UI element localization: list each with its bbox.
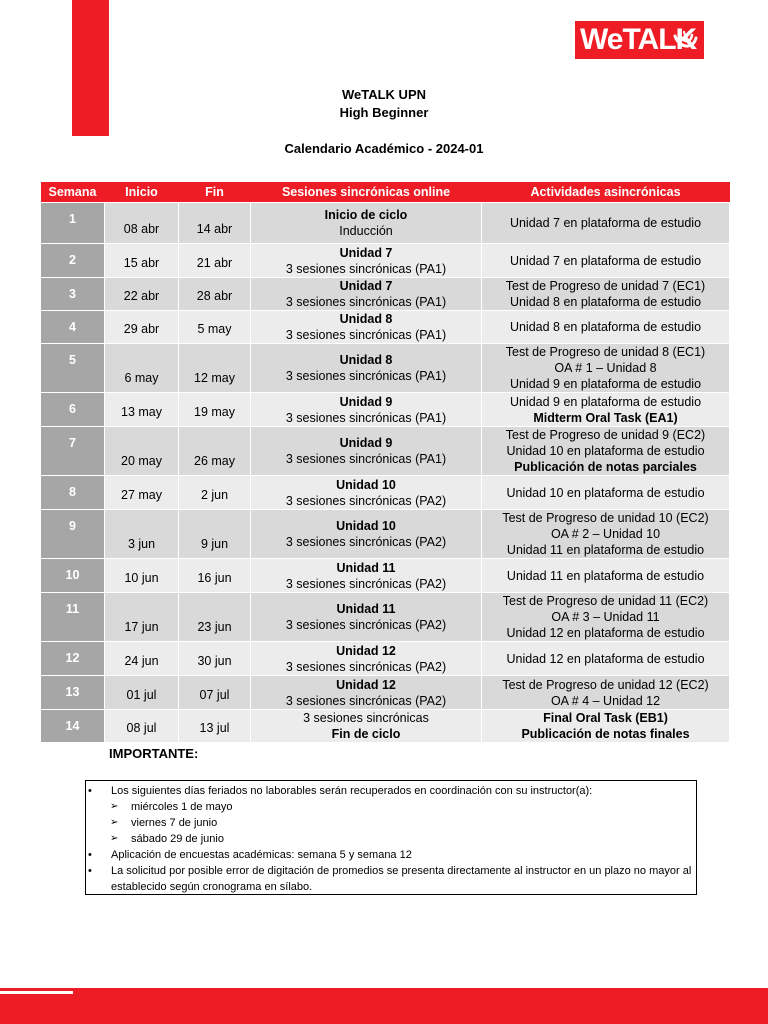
table-row — [41, 559, 730, 593]
page-title: Calendario Académico - 2024-01 — [284, 141, 484, 156]
sync-line: 3 sesiones sincrónicas (PA1) — [285, 369, 447, 383]
sync-line: Unidad 11 — [336, 602, 396, 616]
end-date: 21 abr — [179, 244, 251, 278]
sync-sessions-cell — [251, 710, 482, 743]
sync-line: Unidad 8 — [339, 312, 393, 326]
start-date: 20 may — [105, 427, 179, 476]
async-activities-cell — [482, 710, 730, 743]
week-number: 12 — [41, 642, 105, 676]
sync-line: Unidad 11 — [336, 560, 396, 575]
note-item: • La solicitud por posible error de digitación de promedios se presenta directamente al instructor en un plazo no mayor al establecido según cronograma en sílabo. — [86, 863, 696, 895]
holiday-subitem: ➢ miércoles 1 de mayo — [86, 799, 696, 815]
sync-line: Unidad 8 — [339, 353, 393, 367]
header-inicio: Inicio — [105, 182, 179, 203]
start-date: 13 may — [105, 393, 179, 427]
async-line: Test de Progreso de unidad 10 (EC2) — [502, 511, 709, 525]
sync-line: Unidad 7 — [339, 279, 393, 293]
sync-line: Inicio de ciclo — [324, 208, 408, 222]
sync-sessions-cell — [251, 476, 482, 510]
async-activities-cell — [482, 676, 730, 710]
table-row — [41, 244, 730, 278]
async-line: Unidad 11 en plataforma de estudio — [506, 568, 705, 583]
sync-sessions-cell — [251, 510, 482, 559]
async-line: Unidad 8 en plataforma de estudio — [509, 295, 702, 309]
async-activities-cell — [482, 427, 730, 476]
async-activities-cell — [482, 593, 730, 642]
sync-line: Unidad 9 — [339, 394, 393, 409]
end-date: 19 may — [179, 393, 251, 427]
week-number: 10 — [41, 559, 105, 593]
sync-sessions-cell — [251, 427, 482, 476]
end-date: 14 abr — [179, 203, 251, 244]
header-fin: Fin — [179, 182, 251, 203]
week-number: 11 — [41, 593, 105, 642]
table-row — [41, 393, 730, 427]
async-line: Midterm Oral Task (EA1) — [533, 410, 678, 425]
sync-line: 3 sesiones sincrónicas (PA2) — [285, 576, 447, 591]
sync-sessions-cell — [251, 393, 482, 427]
sync-line: Fin de ciclo — [331, 727, 401, 741]
sync-line: 3 sesiones sincrónicas — [303, 711, 429, 725]
week-number: 13 — [41, 676, 105, 710]
note-item: • Los siguientes días feriados no laborables serán recuperados en coordinación con su instructor(a): — [86, 783, 696, 799]
start-date: 24 jun — [105, 642, 179, 676]
async-activities-cell — [482, 559, 730, 593]
async-line: Final Oral Task (EB1) — [543, 711, 668, 725]
start-date: 22 abr — [105, 278, 179, 311]
start-date: 29 abr — [105, 311, 179, 344]
sync-sessions-cell — [251, 344, 482, 393]
async-line: OA # 4 – Unidad 12 — [550, 693, 661, 708]
note-item: • Aplicación de encuestas académicas: semana 5 y semana 12 — [86, 847, 696, 863]
sync-line: 3 sesiones sincrónicas (PA2) — [285, 693, 447, 708]
sync-line: 3 sesiones sincrónicas (PA2) — [285, 535, 447, 549]
week-number: 1 — [41, 203, 105, 244]
async-activities-cell — [482, 311, 730, 344]
sync-line: Unidad 10 — [336, 519, 396, 533]
sync-sessions-cell — [251, 676, 482, 710]
async-line: Unidad 12 en plataforma de estudio — [506, 651, 705, 666]
table-row — [41, 203, 730, 244]
week-number: 6 — [41, 393, 105, 427]
end-date: 23 jun — [179, 593, 251, 642]
holiday-subitem: ➢ viernes 7 de junio — [86, 815, 696, 831]
end-date: 2 jun — [179, 476, 251, 510]
end-date: 28 abr — [179, 278, 251, 311]
async-line: Publicación de notas finales — [521, 727, 690, 741]
table-row — [41, 676, 730, 710]
async-line: Test de Progreso de unidad 8 (EC1) — [505, 345, 706, 359]
async-line: Unidad 7 en plataforma de estudio — [509, 253, 702, 268]
table-row — [41, 510, 730, 559]
wetalk-logo — [575, 21, 704, 59]
async-line: Publicación de notas parciales — [514, 460, 697, 474]
end-date: 12 may — [179, 344, 251, 393]
sync-sessions-cell — [251, 593, 482, 642]
async-activities-cell — [482, 642, 730, 676]
logo-text: WeTALK — [580, 23, 697, 56]
footer-red-bar — [0, 988, 768, 1024]
sync-sessions-cell — [251, 278, 482, 311]
async-activities-cell — [482, 393, 730, 427]
async-line: OA # 3 – Unidad 11 — [551, 610, 660, 624]
week-number: 7 — [41, 427, 105, 476]
table-row — [41, 476, 730, 510]
week-number: 3 — [41, 278, 105, 311]
async-line: Unidad 8 en plataforma de estudio — [509, 320, 702, 334]
end-date: 07 jul — [179, 676, 251, 710]
header-actividades-asincronicas: Actividades asincrónicas — [482, 182, 730, 203]
header-sesiones-sincronicas: Sesiones sincrónicas online — [251, 182, 482, 203]
async-activities-cell — [482, 278, 730, 311]
table-row — [41, 344, 730, 393]
important-notes-box — [85, 780, 697, 895]
sync-line: 3 sesiones sincrónicas (PA2) — [285, 493, 447, 508]
sync-sessions-cell — [251, 203, 482, 244]
async-activities-cell — [482, 344, 730, 393]
sync-line: Unidad 12 — [336, 643, 396, 658]
week-number: 8 — [41, 476, 105, 510]
async-activities-cell — [482, 510, 730, 559]
sync-sessions-cell — [251, 559, 482, 593]
table-row — [41, 642, 730, 676]
start-date: 08 abr — [105, 203, 179, 244]
start-date: 3 jun — [105, 510, 179, 559]
sync-sessions-cell — [251, 311, 482, 344]
async-activities-cell — [482, 244, 730, 278]
end-date: 26 may — [179, 427, 251, 476]
end-date: 13 jul — [179, 710, 251, 743]
footer-white-line — [0, 991, 73, 994]
sync-line: 3 sesiones sincrónicas (PA1) — [285, 410, 447, 425]
table-row — [41, 710, 730, 743]
async-line: Unidad 10 en plataforma de estudio — [506, 444, 705, 458]
start-date: 15 abr — [105, 244, 179, 278]
holiday-subitem: ➢ sábado 29 de junio — [86, 831, 696, 847]
async-line: Test de Progreso de unidad 7 (EC1) — [505, 279, 706, 293]
async-activities-cell — [482, 203, 730, 244]
week-number: 2 — [41, 244, 105, 278]
academic-calendar-table — [40, 182, 730, 743]
async-line: Test de Progreso de unidad 9 (EC2) — [505, 428, 706, 442]
table-row — [41, 593, 730, 642]
table-row — [41, 311, 730, 344]
start-date: 01 jul — [105, 676, 179, 710]
sync-line: 3 sesiones sincrónicas (PA1) — [285, 328, 447, 342]
async-line: Unidad 10 en plataforma de estudio — [506, 485, 705, 500]
header-semana: Semana — [41, 182, 105, 203]
sync-sessions-cell — [251, 244, 482, 278]
end-date: 30 jun — [179, 642, 251, 676]
async-line: Unidad 7 en plataforma de estudio — [509, 216, 702, 230]
table-header-row — [41, 182, 730, 203]
table-row — [41, 278, 730, 311]
sync-line: Unidad 9 — [339, 436, 393, 450]
sync-sessions-cell — [251, 642, 482, 676]
sync-line: 3 sesiones sincrónicas (PA1) — [285, 452, 447, 466]
async-line: Unidad 9 en plataforma de estudio — [509, 394, 702, 409]
swirl-icon — [671, 26, 699, 54]
important-heading: IMPORTANTE: — [109, 746, 199, 761]
sync-line: Unidad 12 — [336, 677, 396, 692]
async-line: Unidad 11 en plataforma de estudio — [506, 543, 705, 557]
async-line: OA # 1 – Unidad 8 — [554, 361, 657, 375]
sync-line: Unidad 10 — [336, 477, 396, 492]
sync-line: 3 sesiones sincrónicas (PA2) — [285, 659, 447, 674]
week-number: 5 — [41, 344, 105, 393]
async-line: OA # 2 – Unidad 10 — [550, 527, 661, 541]
start-date: 17 jun — [105, 593, 179, 642]
sync-line: Inducción — [339, 224, 393, 238]
start-date: 08 jul — [105, 710, 179, 743]
sync-line: 3 sesiones sincrónicas (PA1) — [285, 261, 447, 276]
sync-line: 3 sesiones sincrónicas (PA2) — [285, 618, 447, 632]
end-date: 5 may — [179, 311, 251, 344]
week-number: 9 — [41, 510, 105, 559]
async-line: Unidad 12 en plataforma de estudio — [506, 626, 705, 640]
notes-list — [86, 781, 696, 895]
async-activities-cell — [482, 476, 730, 510]
program-name: WeTALK UPN — [341, 87, 427, 102]
async-line: Test de Progreso de unidad 12 (EC2) — [502, 677, 709, 692]
start-date: 10 jun — [105, 559, 179, 593]
end-date: 16 jun — [179, 559, 251, 593]
table-row — [41, 427, 730, 476]
async-line: Test de Progreso de unidad 11 (EC2) — [502, 594, 709, 608]
week-number: 4 — [41, 311, 105, 344]
sync-line: 3 sesiones sincrónicas (PA1) — [285, 295, 447, 309]
level-name: High Beginner — [339, 105, 429, 120]
end-date: 9 jun — [179, 510, 251, 559]
start-date: 6 may — [105, 344, 179, 393]
async-line: Unidad 9 en plataforma de estudio — [509, 377, 702, 391]
start-date: 27 may — [105, 476, 179, 510]
week-number: 14 — [41, 710, 105, 743]
sync-line: Unidad 7 — [339, 245, 393, 260]
